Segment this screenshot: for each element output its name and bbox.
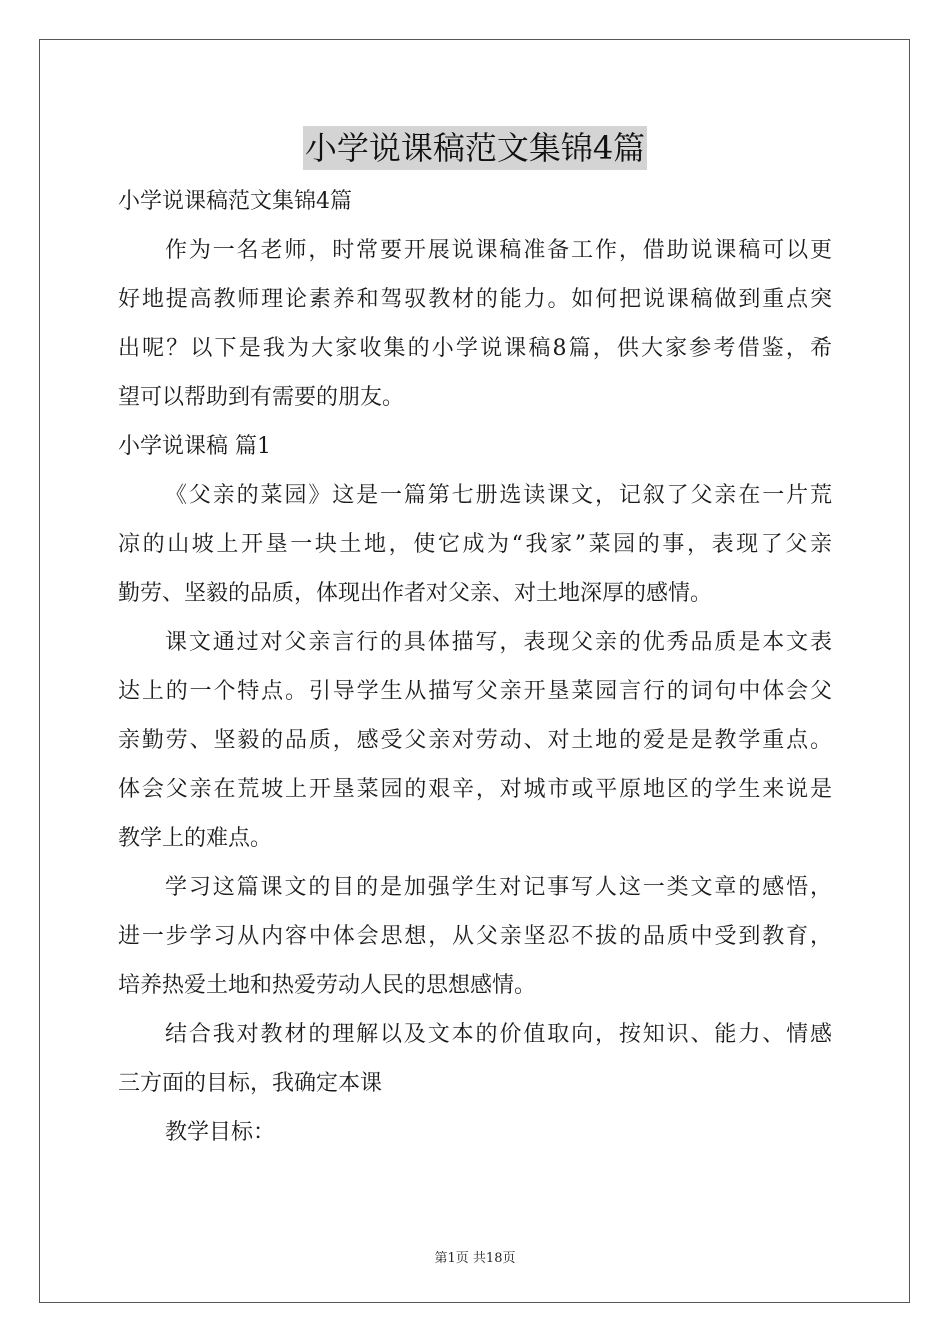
text-line: 出呢？以下是我为大家收集的小学说课稿8篇，供大家参考借鉴，希 [118, 336, 832, 361]
document-title: 小学说课稿范文集锦4篇 [303, 126, 647, 170]
text-line: 望可以帮助到有需要的朋友。 [118, 385, 405, 410]
text-line: 课文通过对父亲言行的具体描写，表现父亲的优秀品质是本文表 [165, 630, 832, 655]
text-line: 体会父亲在荒坡上开垦菜园的艰辛，对城市或平原地区的学生来说是 [118, 777, 832, 802]
document-title-container [0, 126, 950, 170]
text-line: 培养热爱土地和热爱劳动人民的思想感情。 [118, 973, 537, 998]
text-line: 好地提高教师理论素养和驾驭教材的能力。如何把说课稿做到重点突 [118, 287, 832, 312]
document-body [118, 177, 832, 1157]
text-line: 作为一名老师，时常要开展说课稿准备工作，借助说课稿可以更 [165, 238, 832, 263]
text-line: 教学上的难点。 [118, 826, 273, 851]
text-line: 学习这篇课文的目的是加强学生对记事写人这一类文章的感悟， [165, 875, 832, 900]
text-line: 勤劳、坚毅的品质，体现出作者对父亲、对土地深厚的感情。 [118, 581, 713, 606]
text-line: 凉的山坡上开垦一块土地，使它成为“我家”菜园的事，表现了父亲 [118, 532, 832, 557]
text-line: 《父亲的菜园》这是一篇第七册选读课文，记叙了父亲在一片荒 [165, 483, 832, 508]
text-line: 进一步学习从内容中体会思想，从父亲坚忍不拔的品质中受到教育， [118, 924, 832, 949]
text-line: 三方面的目标，我确定本课 [118, 1071, 383, 1096]
text-line: 结合我对教材的理解以及文本的价值取向，按知识、能力、情感 [165, 1022, 832, 1047]
text-line: 教学目标： [165, 1120, 276, 1145]
text-line: 小学说课稿 篇1 [118, 434, 271, 459]
text-line: 亲勤劳、坚毅的品质，感受父亲对劳动、对土地的爱是是教学重点。 [118, 728, 832, 753]
text-line: 达上的一个特点。引导学生从描写父亲开垦菜园言行的词句中体会父 [118, 679, 832, 704]
page-footer: 第1页 共18页 [434, 1251, 516, 1266]
text-line: 小学说课稿范文集锦4篇 [118, 189, 352, 214]
